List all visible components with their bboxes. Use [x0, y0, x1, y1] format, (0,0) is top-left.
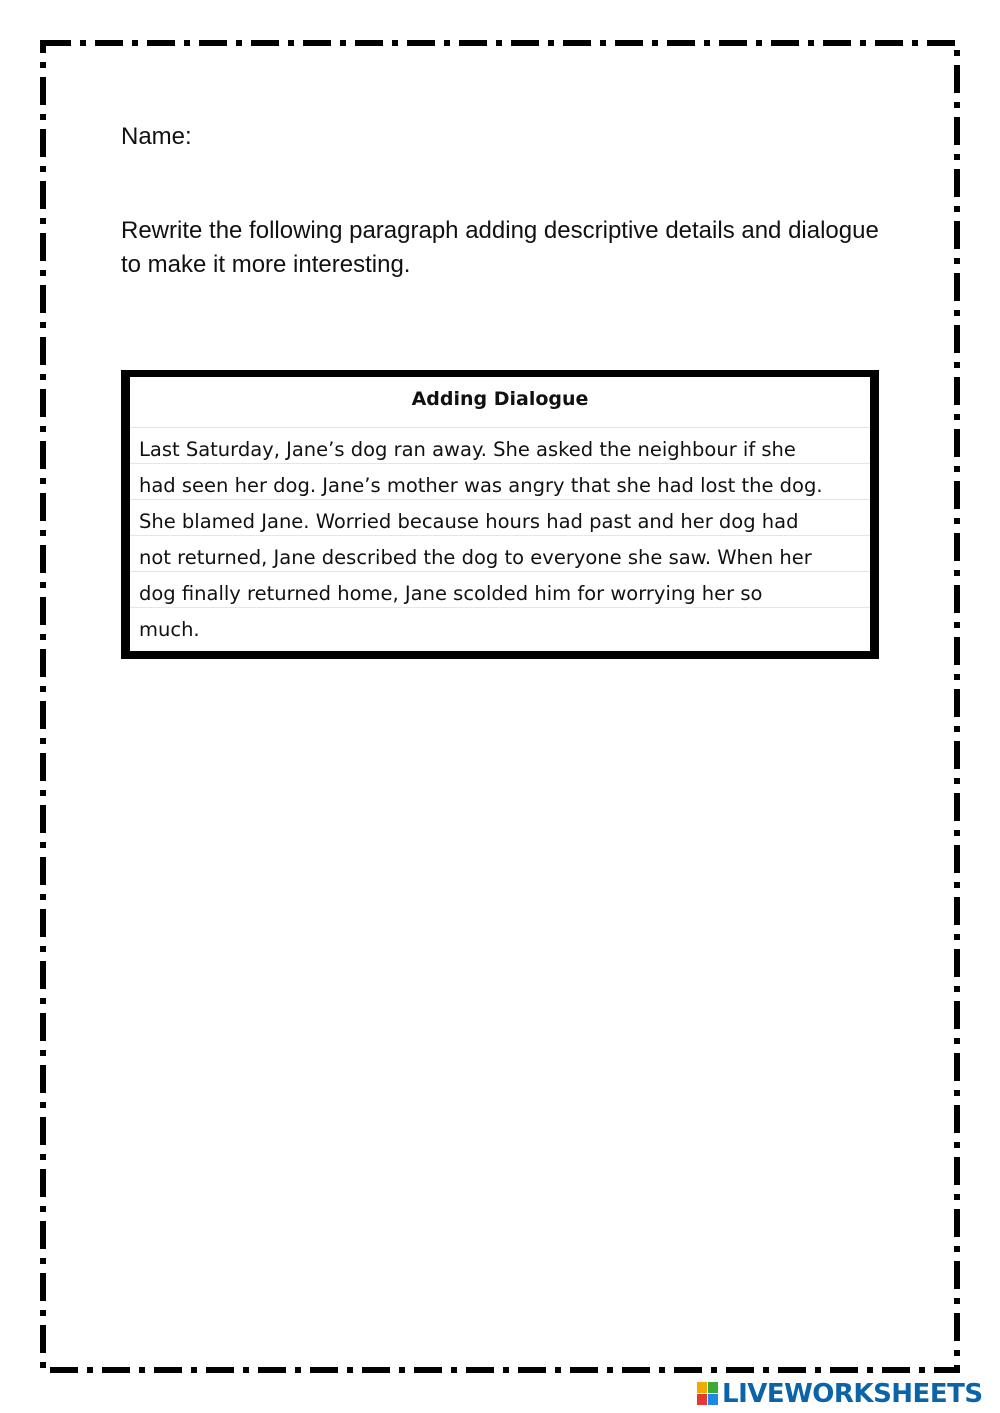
passage-line: dog finally returned home, Jane scolded him for worrying her so: [139, 582, 763, 605]
row-divider: [130, 427, 870, 428]
passage-text: [139, 432, 861, 648]
passage-box: [121, 370, 879, 659]
passage-line: not returned, Jane described the dog to everyone she saw. When her: [139, 546, 812, 569]
name-label: Name:: [121, 123, 192, 150]
passage-line: much.: [139, 618, 200, 641]
passage-line: had seen her dog. Jane’s mother was angry that she had lost the dog.: [139, 474, 823, 497]
liveworksheets-logo-icon: [697, 1380, 719, 1408]
instructions: Rewrite the following paragraph adding descriptive details and dialogue to make it more interesting.: [121, 217, 879, 278]
passage-line: Last Saturday, Jane’s dog ran away. She asked the neighbour if she: [139, 438, 796, 461]
liveworksheets-brand: [697, 1378, 983, 1410]
passage-line: She blamed Jane. Worried because hours had past and her dog had: [139, 510, 799, 533]
passage-title: Adding Dialogue: [411, 388, 589, 410]
brand-text: LIVEWORKSHEETS: [722, 1379, 983, 1409]
